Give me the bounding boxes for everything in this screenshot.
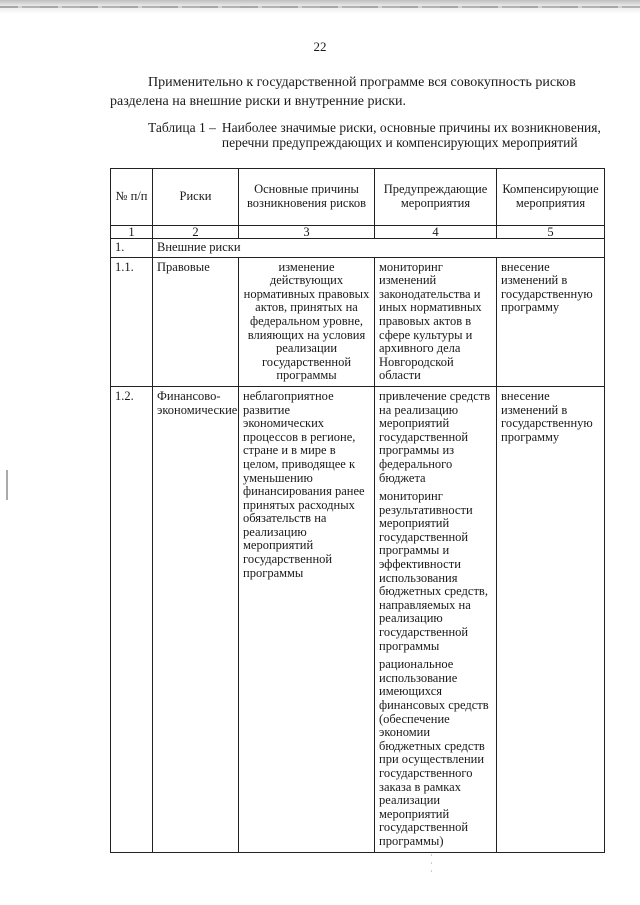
header-compensating: Компенсирующие мероприятия	[497, 169, 605, 226]
scan-dots: · · ·	[430, 851, 433, 876]
header-preventive: Предупреждающие мероприятия	[375, 169, 497, 226]
header-causes: Основные причины возникновения рисков	[239, 169, 375, 226]
section-row	[111, 239, 605, 258]
preventive-measures	[375, 386, 497, 852]
row-number: 1.2.	[111, 386, 153, 852]
compensating-measures: внесение изменений в государственную программу	[497, 386, 605, 852]
intro-line-1: Применительно к государственной программе вся совокупность рисков	[148, 75, 576, 90]
intro-paragraph	[110, 73, 610, 111]
risks-table	[110, 168, 605, 853]
compensating-measures: внесение изменений в государственную программу	[497, 257, 605, 386]
risk-name: Финансово-экономические	[153, 386, 239, 852]
risk-cause: неблагоприятное развитие экономических процессов в регионе, стране и в мире в целом, приводящее к уменьшению финансирования ранее принятых расходных обязательств на реализацию мероприятий государственной программы	[239, 386, 375, 852]
col-number: 5	[497, 226, 605, 239]
caption-text: Наиболее значимые риски, основные причины их возникновения, перечни предупреждающих и компенсирующих мероприятий	[221, 120, 601, 150]
col-number: 1	[111, 226, 153, 239]
section-number: 1.	[111, 239, 153, 258]
preventive-item: мониторинг результативности мероприятий государственной программы и эффективности использования бюджетных средств, направляемых на реализацию государственной программы	[379, 489, 488, 653]
scan-edge	[0, 0, 640, 14]
risk-name: Правовые	[153, 257, 239, 386]
row-number: 1.1.	[111, 257, 153, 386]
col-number: 4	[375, 226, 497, 239]
risk-cause: изменение действующих нормативных правовых актов, принятых на федеральном уровне, влияющих на условия реализации государственной программы	[239, 257, 375, 386]
table-row	[111, 257, 605, 386]
table-header-row	[111, 169, 605, 226]
preventive-item: рациональное использование имеющихся финансовых средств (обеспечение экономии бюджетных средств при осуществлении государственного заказа в рамках реализации мероприятий государственной программы)	[379, 657, 489, 848]
intro-line-2: разделена на внешние риски и внутренние риски.	[110, 94, 407, 109]
preventive-item: привлечение средств на реализацию мероприятий государственной программы из федерального бюджета	[379, 388, 491, 485]
col-number: 2	[153, 226, 239, 239]
header-risks: Риски	[153, 169, 239, 226]
table-caption	[148, 121, 608, 150]
preventive-measures	[375, 257, 497, 386]
table-row	[111, 386, 605, 852]
scan-mark	[6, 470, 8, 500]
caption-lead: Таблица 1 –	[148, 120, 216, 135]
preventive-item: мониторинг изменений законодательства и иных нормативных правовых актов в сфере культуры и архивного дела Новгородской области	[379, 259, 482, 383]
column-numbers-row	[111, 226, 605, 239]
header-num: № п/п	[111, 169, 153, 226]
col-number: 3	[239, 226, 375, 239]
page-number: 22	[313, 39, 327, 54]
section-title: Внешние риски	[153, 239, 605, 258]
